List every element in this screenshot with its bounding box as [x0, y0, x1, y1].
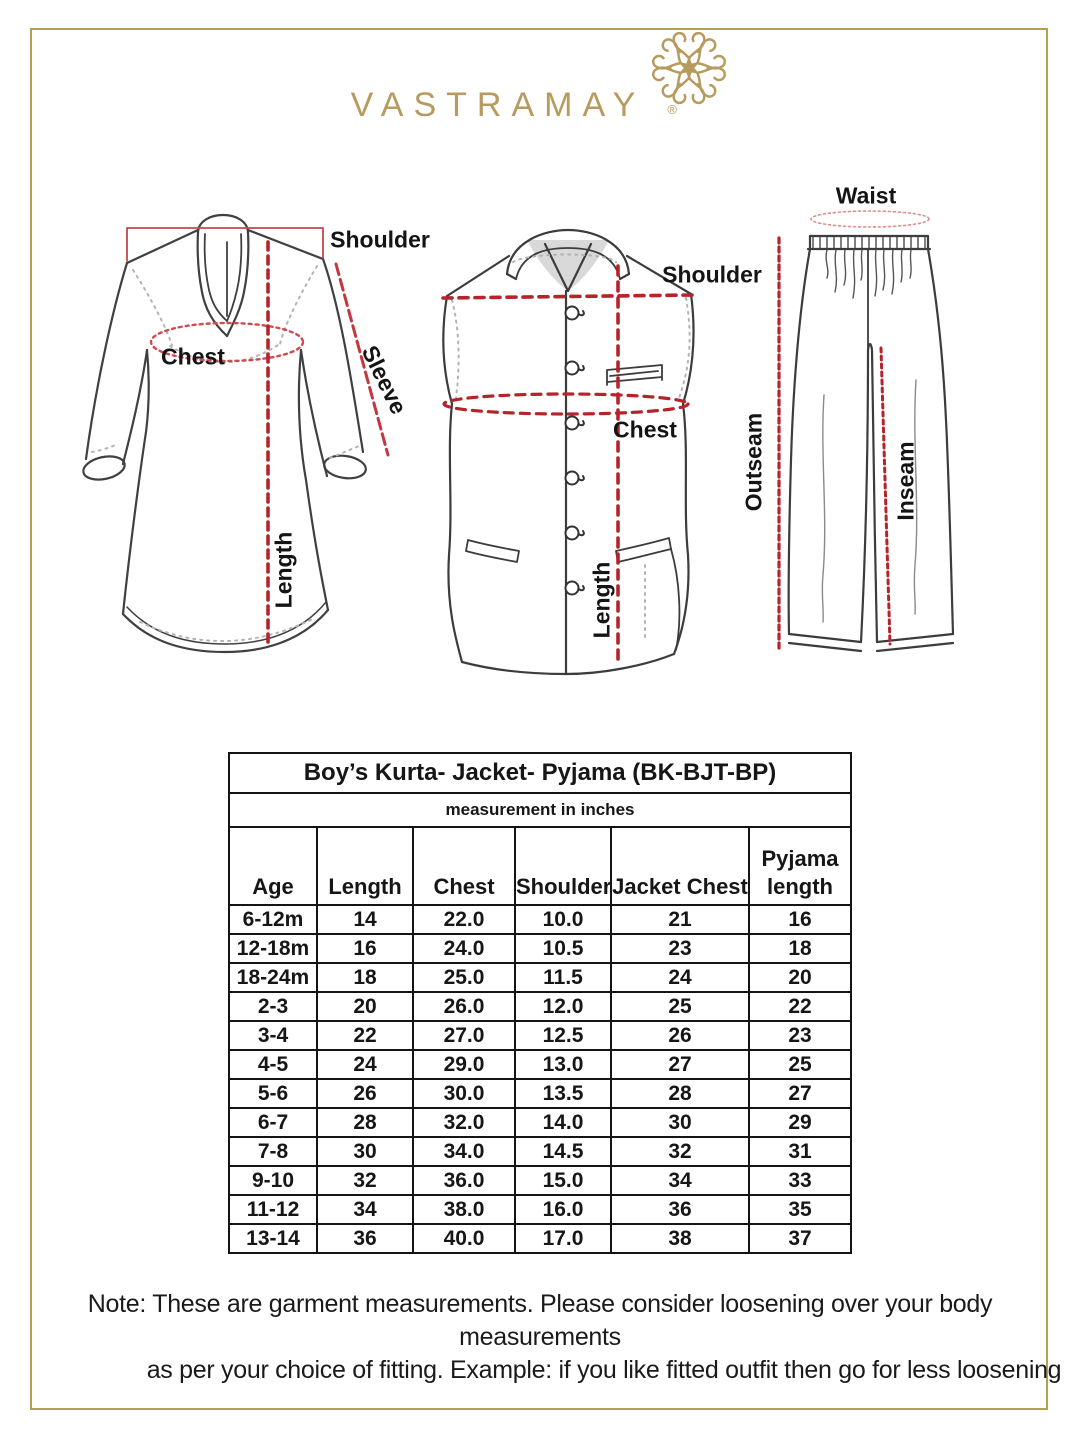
table-row [229, 1166, 851, 1195]
table-cell: 23 [749, 1021, 851, 1050]
table-cell: 32 [611, 1137, 749, 1166]
table-cell: 12.0 [515, 992, 611, 1021]
table-cell: 26 [317, 1079, 413, 1108]
table-cell: 10.0 [515, 905, 611, 934]
jacket-shoulder-label: Shoulder [662, 261, 762, 288]
table-cell: 2-3 [229, 992, 317, 1021]
table-cell: 31 [749, 1137, 851, 1166]
pyjama-outline [789, 236, 953, 651]
table-cell: 11.5 [515, 963, 611, 992]
table-cell: 25.0 [413, 963, 515, 992]
kurta-diagram [81, 215, 388, 652]
table-cell: 22 [749, 992, 851, 1021]
table-cell: 38 [611, 1224, 749, 1253]
table-cell: 12.5 [515, 1021, 611, 1050]
column-header: Age [229, 827, 317, 905]
column-header-row [229, 827, 851, 905]
table-cell: 11-12 [229, 1195, 317, 1224]
table-cell: 36 [317, 1224, 413, 1253]
size-chart-title: Boy’s Kurta- Jacket- Pyjama (BK-BJT-BP) [229, 753, 851, 793]
table-cell: 18 [749, 934, 851, 963]
table-cell: 36 [611, 1195, 749, 1224]
size-table-body [229, 905, 851, 1253]
table-cell: 13.5 [515, 1079, 611, 1108]
table-cell: 13.0 [515, 1050, 611, 1079]
table-cell: 14 [317, 905, 413, 934]
column-header: Length [317, 827, 413, 905]
measurement-note [40, 1288, 1062, 1387]
table-cell: 30.0 [413, 1079, 515, 1108]
column-header: Shoulder [515, 827, 611, 905]
table-cell: 20 [317, 992, 413, 1021]
table-cell: 3-4 [229, 1021, 317, 1050]
jacket-diagram [443, 230, 694, 674]
table-row [229, 1224, 851, 1253]
table-cell: 15.0 [515, 1166, 611, 1195]
table-cell: 37 [749, 1224, 851, 1253]
table-row [229, 934, 851, 963]
table-cell: 14.0 [515, 1108, 611, 1137]
jacket-length-label: Length [588, 561, 615, 639]
table-cell: 27 [611, 1050, 749, 1079]
table-cell: 20 [749, 963, 851, 992]
table-cell: 26.0 [413, 992, 515, 1021]
table-cell: 32 [317, 1166, 413, 1195]
table-cell: 34 [317, 1195, 413, 1224]
table-row [229, 1050, 851, 1079]
table-cell: 10.5 [515, 934, 611, 963]
size-chart-subtitle: measurement in inches [229, 793, 851, 827]
table-row [229, 1137, 851, 1166]
column-header: Jacket Chest [611, 827, 749, 905]
table-cell: 24 [317, 1050, 413, 1079]
table-cell: 34 [611, 1166, 749, 1195]
table-cell: 33 [749, 1166, 851, 1195]
table-cell: 27 [749, 1079, 851, 1108]
table-row [229, 1021, 851, 1050]
table-subtitle-row [229, 793, 851, 827]
jacket-measure-lines [443, 266, 694, 664]
table-row [229, 905, 851, 934]
jacket-chest-label: Chest [613, 416, 677, 443]
table-cell: 34.0 [413, 1137, 515, 1166]
table-row [229, 1195, 851, 1224]
table-title-row [229, 753, 851, 793]
table-cell: 16 [317, 934, 413, 963]
brand-name: VASTRAMAY [350, 86, 646, 124]
table-cell: 14.5 [515, 1137, 611, 1166]
kurta-shoulder-label: Shoulder [330, 226, 430, 253]
table-cell: 17.0 [515, 1224, 611, 1253]
table-cell: 30 [611, 1108, 749, 1137]
table-cell: 35 [749, 1195, 851, 1224]
table-cell: 7-8 [229, 1137, 317, 1166]
jacket-buttons [566, 307, 584, 595]
table-cell: 18 [317, 963, 413, 992]
kurta-sleeve-label: Sleeve [356, 341, 413, 419]
note-line-2: as per your choice of fitting. Example: if you like fitted outfit then go for less loosening [146, 1356, 1062, 1384]
table-cell: 23 [611, 934, 749, 963]
table-row [229, 1079, 851, 1108]
table-cell: 38.0 [413, 1195, 515, 1224]
kurta-seam-dots [92, 266, 359, 641]
table-cell: 30 [317, 1137, 413, 1166]
size-chart-table [228, 752, 852, 1254]
column-header: Chest [413, 827, 515, 905]
table-cell: 6-7 [229, 1108, 317, 1137]
table-cell: 28 [611, 1079, 749, 1108]
table-cell: 24 [611, 963, 749, 992]
table-cell: 28 [317, 1108, 413, 1137]
table-cell: 18-24m [229, 963, 317, 992]
table-cell: 29.0 [413, 1050, 515, 1079]
table-cell: 6-12m [229, 905, 317, 934]
kurta-length-label: Length [270, 531, 297, 609]
table-cell: 5-6 [229, 1079, 317, 1108]
table-cell: 36.0 [413, 1166, 515, 1195]
table-cell: 13-14 [229, 1224, 317, 1253]
pyjama-waist-label: Waist [835, 182, 897, 209]
table-row [229, 992, 851, 1021]
table-cell: 27.0 [413, 1021, 515, 1050]
table-cell: 21 [611, 905, 749, 934]
table-cell: 12-18m [229, 934, 317, 963]
kurta-outline [81, 215, 367, 652]
table-row [229, 963, 851, 992]
note-line-1: Note: These are garment measurements. Please consider loosening over your body measurements [87, 1290, 993, 1351]
table-cell: 26 [611, 1021, 749, 1050]
pyjama-inseam-label: Inseam [892, 441, 919, 521]
registered-mark: ® [667, 102, 677, 117]
kurta-measure-lines [127, 228, 388, 645]
table-cell: 24.0 [413, 934, 515, 963]
table-cell: 16.0 [515, 1195, 611, 1224]
table-cell: 32.0 [413, 1108, 515, 1137]
kurta-chest-label: Chest [161, 343, 225, 370]
table-row [229, 1108, 851, 1137]
table-cell: 22.0 [413, 905, 515, 934]
table-cell: 16 [749, 905, 851, 934]
table-cell: 29 [749, 1108, 851, 1137]
table-cell: 4-5 [229, 1050, 317, 1079]
table-cell: 9-10 [229, 1166, 317, 1195]
pyjama-outseam-label: Outseam [740, 412, 767, 512]
pyjama-diagram [779, 211, 953, 652]
table-cell: 25 [749, 1050, 851, 1079]
table-cell: 22 [317, 1021, 413, 1050]
column-header: Pyjama length [749, 827, 851, 905]
table-cell: 25 [611, 992, 749, 1021]
table-cell: 40.0 [413, 1224, 515, 1253]
